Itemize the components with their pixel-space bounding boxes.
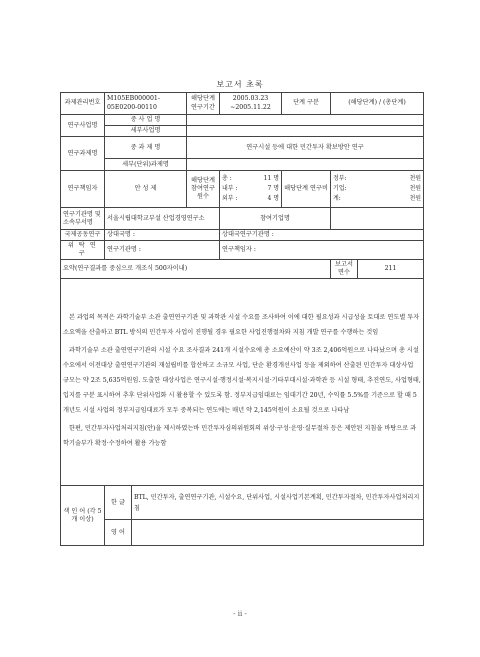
report-abstract-table: [60, 92, 424, 546]
label-intl: 국제공동연구: [61, 230, 105, 241]
researcher-name: 안 성 제: [105, 171, 187, 208]
keywords-english-value: [132, 520, 424, 546]
label-stage-type: 단계 구분: [282, 93, 331, 115]
summary-paragraph: 과학기술부 소관 출연연구기관의 시설 수요 조사결과 241개 시설수요에 총 소요예산이 약 3조 2,406억원으로 나타났으며 총 시설수요에서 이전대상 출연연구기관의 재설립비를 합산하고 소규모 사업, 단순 환경개선사업 등을 제외하여 산출된 민간투자 대상사업 규모는 약 2조 5,635억원임. 도출한 대상사업은 연구시설·행정시설·복지시설·기타부대시설·과학관 등 시설 형태, 추진연도, 사업형태, 입지를 구분 표시하여 추후 단위사업화 시 활용할 수 있도록 함. 정부지급임대료는 임대기간 20년, 수익률 5.5%를 기준으로 할 때 5개년도 시설 사업의 정부지급임대료가 모두 중복되는 연도에는 매년 약 2,145억원이 소요될 것으로 나타남: [63, 347, 421, 415]
summary-paragraph: 본 과업의 목적은 과학기술부 소관 출연연구기관 및 과학관 시설 수요를 조사하여 이에 대한 필요성과 시급성을 토대로 연도별 투자 소요액을 산출하고 BTL 방식의 민간투자 사업이 진행될 경우 필요한 사업진행절차와 지침 개발 연구를 수행하는 것임: [63, 314, 420, 337]
label-keywords-korean: 한 글: [105, 486, 132, 520]
keywords-korean-value: BTL, 민간투자, 출연연구기관, 시설수요, 단위사업, 시설사업기본계획, 민간투자절차, 민간투자사업처리지침: [132, 486, 424, 520]
org-value: 서울시립대학교부설 산업경영연구소: [105, 208, 220, 230]
label-project-main: 중 과 제 명: [105, 137, 187, 159]
company-value: [331, 208, 424, 230]
intl-country: 상대국명 :: [105, 230, 220, 241]
business-main-value: [187, 115, 424, 126]
business-detail-value: [187, 126, 424, 137]
label-business-detail: 세부사업명: [105, 126, 187, 137]
participant-counts: 총 : 11 명 내부 : 7 명 외부 : 4 명: [220, 171, 282, 208]
label-business: 연구사업명: [61, 115, 105, 137]
label-project: 연구과제명: [61, 137, 105, 171]
summary-body: [61, 279, 424, 486]
label-keywords: 색 인 어 (각 5개 이상): [61, 486, 105, 546]
stage-value: (해당단계) / (총단계): [331, 93, 424, 115]
mgmt-no-value: M105EB000001-05E0200-00110: [105, 93, 187, 115]
period-value: 2005.03.23 ~2005.11.22: [220, 93, 282, 115]
commission-manager: 연구책임자 :: [220, 241, 424, 260]
label-commission: 위 탁 연 구: [61, 241, 105, 260]
label-cost: 해당단계 연구비: [282, 171, 331, 208]
label-participants: 해당단계 참여연구원수: [187, 171, 220, 208]
summary-paragraph: 한편, 민간투자사업처리지침(안)을 제시하였는바 민간투자심의위원회의 위상·구성·운영·실무절차 등은 제안된 지침을 바탕으로 과학기술부가 확정·수정하여 활용 가능함: [63, 425, 417, 448]
label-mgmt-no: 과제관리번호: [61, 93, 105, 115]
label-summary: 요약(연구결과를 중심으로 개조식 500자이내): [61, 260, 331, 279]
label-company: 참여기업명: [220, 208, 331, 230]
project-detail-value: [187, 159, 424, 171]
label-report-pages: 보고서 면수: [331, 260, 358, 279]
page-number: - ii -: [233, 610, 247, 618]
label-stage-period: 해당단계 연구기간: [187, 93, 220, 115]
label-project-detail: 세부(단위)과제명: [105, 159, 187, 171]
research-costs: 정부: 천원 기업: 천원 계: 천원: [331, 171, 424, 208]
commission-org: 연구기관명 :: [105, 241, 220, 260]
report-title: 보고서 초록: [216, 80, 264, 89]
project-main-value: 연구시설 등에 대한 민간투자 확보방안 연구: [187, 137, 424, 159]
intl-org: 상대국연구기관명 :: [220, 230, 424, 241]
report-pages-value: 211: [358, 260, 424, 279]
label-business-main: 중 사 업 명: [105, 115, 187, 126]
label-org: 연구기관명 및 소속부서명: [61, 208, 105, 230]
label-researcher: 연구책임자: [61, 171, 105, 208]
label-keywords-english: 영 어: [105, 520, 132, 546]
